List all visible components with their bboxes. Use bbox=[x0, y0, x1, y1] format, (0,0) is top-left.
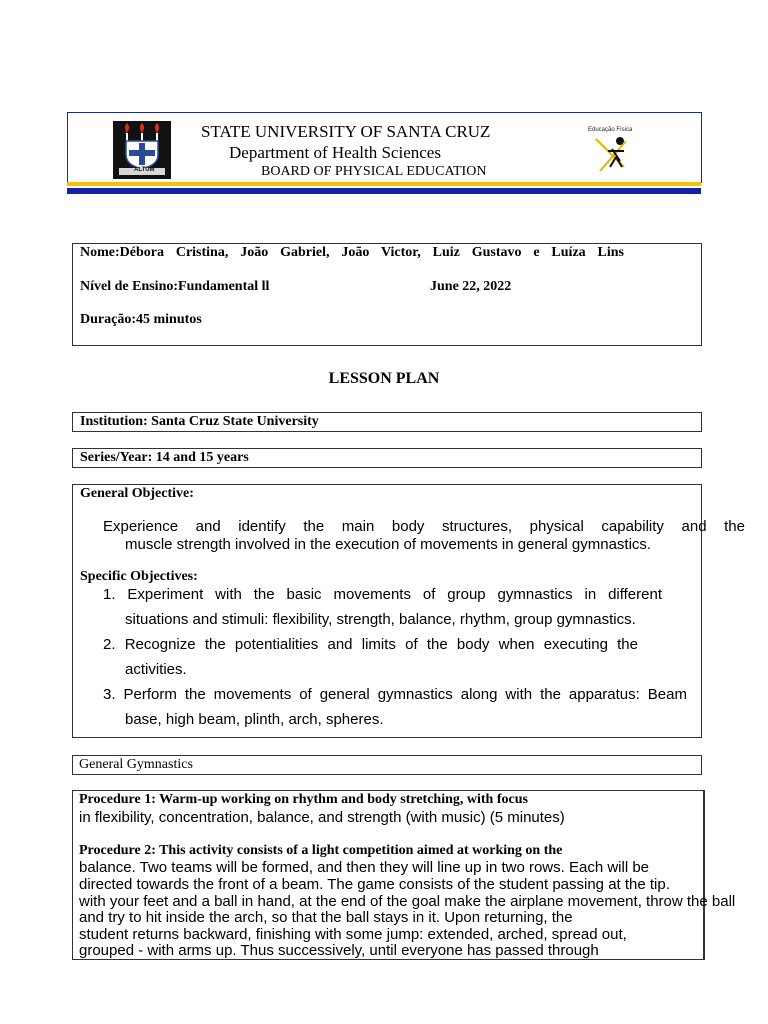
procedure-2-line-6: grouped - with arms up. Thus successively, until everyone has passed through bbox=[79, 942, 599, 959]
procedure-2-line-5: student returns backward, finishing with some jump: extended, arched, spread out, bbox=[79, 926, 627, 943]
general-objective-heading: General Objective: bbox=[80, 486, 194, 501]
series-label: Series/Year: 14 and 15 years bbox=[80, 450, 249, 465]
teaching-level: Nível de Ensino:Fundamental ll bbox=[80, 279, 270, 294]
procedure-2-heading: Procedure 2: This activity consists of a light competition aimed at working on the bbox=[79, 843, 563, 858]
specific-objective-1-line-1: 1. Experiment with the basic movements of group gymnastics in different bbox=[103, 586, 662, 603]
page-title: LESSON PLAN bbox=[328, 370, 440, 387]
student-names bbox=[80, 245, 624, 261]
header-blue-bar bbox=[67, 188, 701, 194]
procedure-2-line-4: and try to hit inside the arch, so that the ball stays in it. Upon returning, the bbox=[79, 909, 573, 926]
procedure-1-heading: Procedure 1: Warm-up working on rhythm and body stretching, with focus bbox=[79, 792, 528, 807]
lesson-duration: Duração:45 minutos bbox=[80, 312, 202, 327]
right-logo-text: Educação Física bbox=[588, 127, 633, 133]
physical-education-logo bbox=[586, 127, 636, 175]
left-logo-text: ALTUM bbox=[134, 167, 155, 173]
topic-label: General Gymnastics bbox=[79, 757, 193, 772]
specific-objectives-heading: Specific Objectives: bbox=[80, 569, 198, 584]
general-objective-line-2: muscle strength involved in the execution of movements in general gymnastics. bbox=[125, 536, 652, 553]
procedure-2-line-2: directed towards the front of a beam. The game consists of the student passing at the tip. bbox=[79, 876, 670, 893]
lesson-date: June 22, 2022 bbox=[430, 279, 512, 294]
specific-objective-1-line-2: situations and stimuli: flexibility, strength, balance, rhythm, group gymnastics. bbox=[125, 611, 636, 628]
general-objective-line-1: Experience and identify the main body structures, physical capability and the bbox=[103, 518, 745, 535]
institution-label: Institution: Santa Cruz State University bbox=[80, 414, 319, 429]
specific-objective-2-line-1: 2. Recognize the potentialities and limits of the body when executing the bbox=[103, 636, 638, 653]
procedure-2-line-1: balance. Two teams will be formed, and then they will line up in two rows. Each will be bbox=[79, 859, 650, 876]
procedure-2-line-3: with your feet and a ball in hand, at the end of the goal make the airplane movement, throw the ball bbox=[79, 893, 736, 910]
department-name: Department of Health Sciences bbox=[229, 143, 441, 162]
student-names-text: Nome:Débora Cristina, João Gabriel, João Victor, Luiz Gustavo e Luíza Lins bbox=[80, 245, 624, 260]
specific-objective-3-line-2: base, high beam, plinth, arch, spheres. bbox=[125, 711, 384, 728]
university-name: STATE UNIVERSITY OF SANTA CRUZ bbox=[201, 122, 491, 141]
specific-objective-3-line-1: 3. Perform the movements of general gymnastics along with the apparatus: Beam bbox=[103, 686, 687, 703]
procedure-1-text: in flexibility, concentration, balance, and strength (with music) (5 minutes) bbox=[79, 809, 565, 826]
board-name: BOARD OF PHYSICAL EDUCATION bbox=[261, 164, 487, 179]
specific-objective-2-line-2: activities. bbox=[125, 661, 187, 678]
